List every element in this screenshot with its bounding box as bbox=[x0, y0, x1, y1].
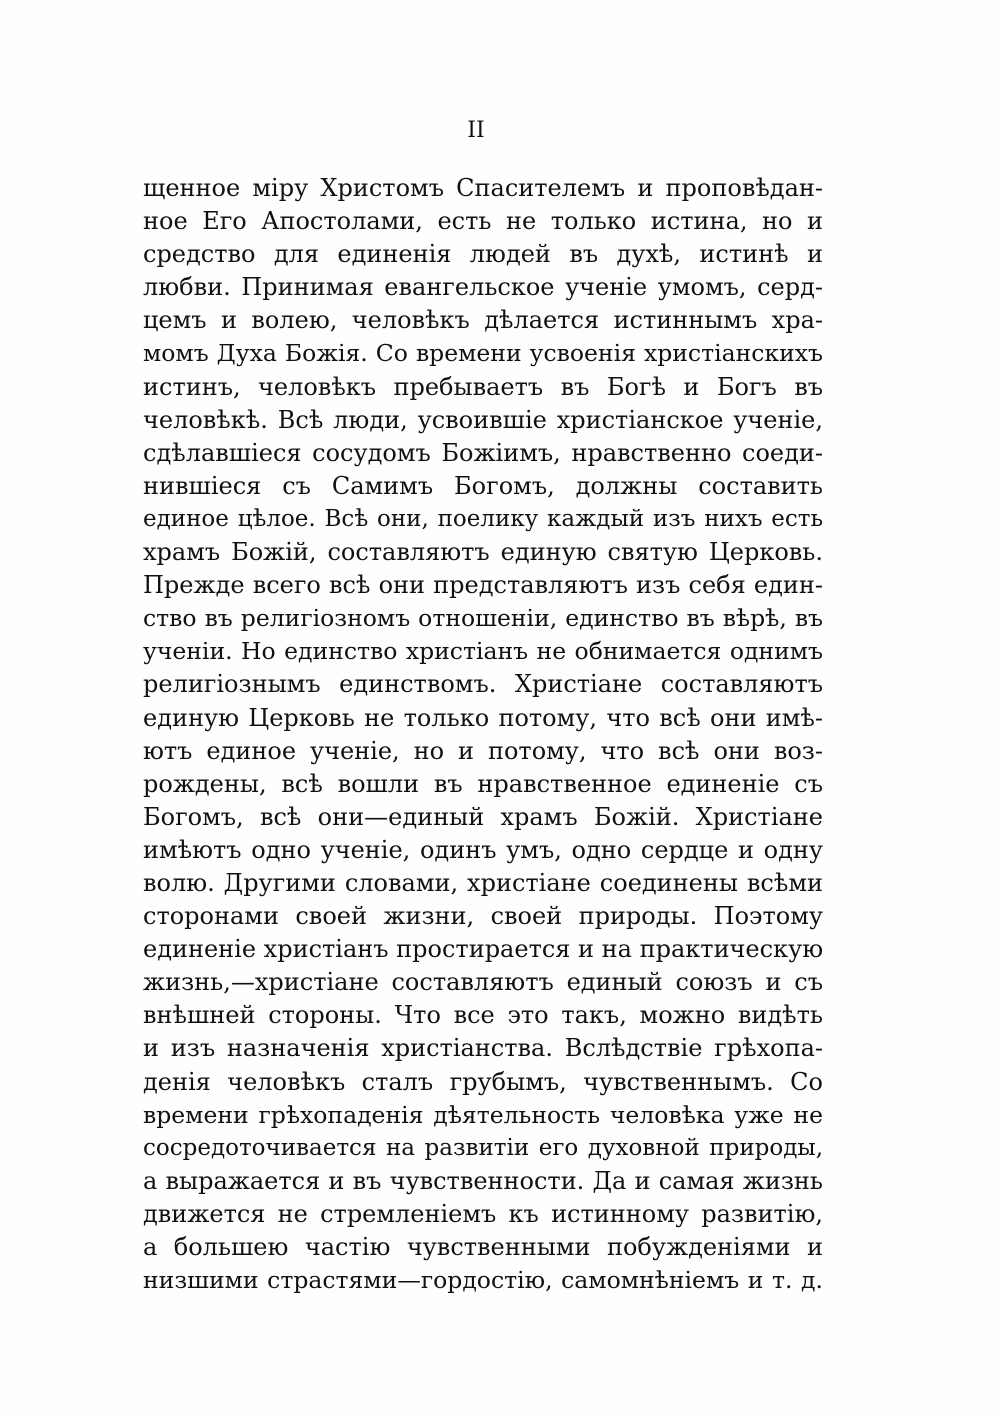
text-line: любви. Принимая евангельское ученіе умомъ, серд- bbox=[143, 273, 823, 302]
text-line: внѣшней стороны. Что все это такъ, можно видѣть bbox=[143, 1001, 823, 1030]
text-line: Богомъ, всѣ они—единый храмъ Божій. Христіане bbox=[143, 802, 823, 831]
text-line: сторонами своей жизни, своей природы. Поэтому bbox=[143, 902, 823, 931]
text-line: ное Его Апостолами, есть не только истина, но и bbox=[143, 207, 823, 236]
text-line: храмъ Божій, составляютъ единую святую Церковь. bbox=[143, 538, 823, 567]
text-line: имѣютъ одно ученіе, одинъ умъ, одно сердце и одну bbox=[143, 835, 823, 864]
text-line: религіознымъ единствомъ. Христіане составляютъ bbox=[143, 670, 823, 699]
text-line: средство для единенія людей въ духѣ, истинѣ и bbox=[143, 240, 823, 269]
text-line: ютъ единое ученіе, но и потому, что всѣ они воз- bbox=[143, 736, 823, 765]
text-line: момъ Духа Божія. Со времени усвоенія христіанскихъ bbox=[143, 339, 823, 368]
text-line: и изъ назначенія христіанства. Вслѣдствіе грѣхопа- bbox=[143, 1034, 823, 1063]
text-line: движется не стремленіемъ къ истинному развитію, bbox=[143, 1199, 823, 1228]
text-line: единое цѣлое. Всѣ они, поелику каждый изъ нихъ есть bbox=[143, 505, 823, 532]
text-line: сдѣлавшіеся сосудомъ Божіимъ, нравственно соеди- bbox=[143, 438, 823, 467]
text-line: единую Церковь не только потому, что всѣ они имѣ- bbox=[143, 703, 823, 732]
text-line: ство въ религіозномъ отношеніи, единство въ вѣрѣ, въ bbox=[143, 604, 823, 633]
text-line: волю. Другими словами, христіане соединены всѣми bbox=[143, 868, 823, 897]
text-line: а выражается и въ чувственности. Да и самая жизнь bbox=[143, 1166, 823, 1195]
text-line: нившіеся съ Самимъ Богомъ, должны составить bbox=[143, 471, 823, 500]
text-line: низшими страстями—гордостію, самомнѣніемъ и т. д. bbox=[143, 1266, 823, 1295]
text-line: щенное міру Христомъ Спасителемъ и проповѣдан- bbox=[143, 174, 823, 202]
text-line: времени грѣхопаденія дѣятельность человѣка уже не bbox=[143, 1100, 823, 1129]
text-line: человѣкѣ. Всѣ люди, усвоившіе христіанское ученіе, bbox=[143, 405, 823, 434]
text-line: сосредоточивается на развитіи его духовной природы, bbox=[143, 1134, 823, 1161]
text-line: жизнь,—христіане составляютъ единый союзъ и съ bbox=[143, 968, 823, 997]
text-line: единеніе христіанъ простирается и на практическую bbox=[143, 935, 823, 964]
text-line: Прежде всего всѣ они представляютъ изъ себя един- bbox=[143, 571, 823, 600]
text-line: денія человѣкъ сталъ грубымъ, чувственнымъ. Со bbox=[143, 1067, 823, 1096]
text-line: а большею частію чувственными побужденіями и bbox=[143, 1233, 823, 1261]
text-line: ученіи. Но единство христіанъ не обнимается однимъ bbox=[143, 637, 823, 666]
text-line: рождены, всѣ вошли въ нравственное единеніе съ bbox=[143, 769, 823, 798]
page-number: II bbox=[467, 118, 485, 143]
text-line: истинъ, человѣкъ пребываетъ въ Богѣ и Богъ въ bbox=[143, 372, 823, 401]
body-text bbox=[143, 172, 823, 1297]
text-line: цемъ и волею, человѣкъ дѣлается истиннымъ хра- bbox=[143, 306, 823, 335]
